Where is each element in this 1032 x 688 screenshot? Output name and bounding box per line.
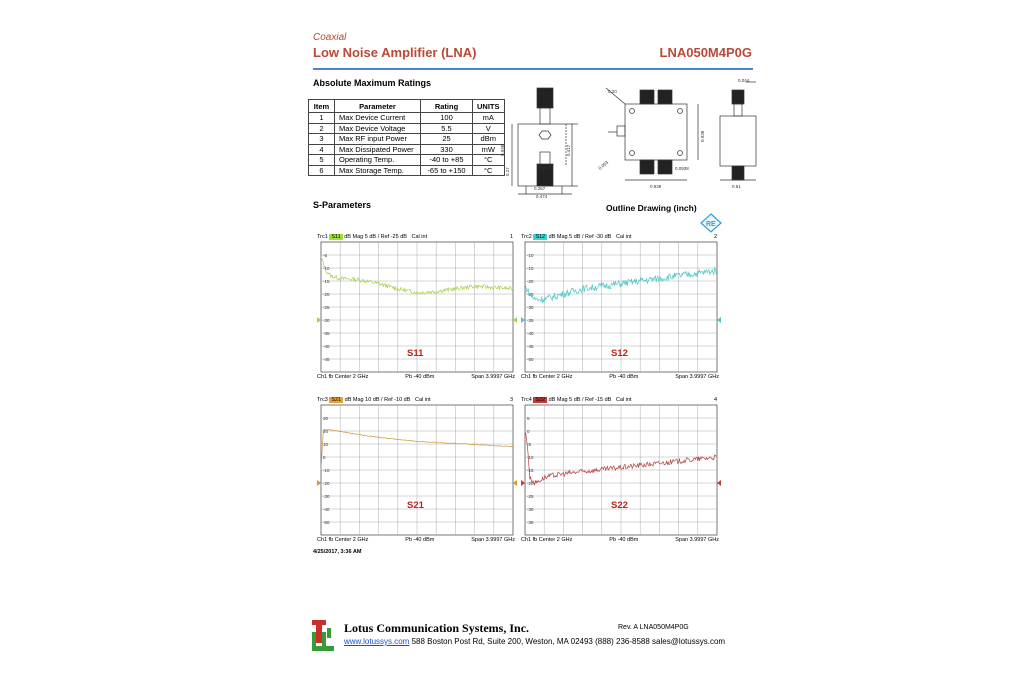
- header-rule: [313, 68, 753, 70]
- cell-units: °C: [473, 165, 505, 176]
- y-tick-label: -10: [527, 253, 534, 258]
- s12-ch: Ch1 fb Center 2 GHz: [521, 374, 573, 380]
- cell-units: dBm: [473, 134, 505, 145]
- s11-cal: Cal int: [411, 234, 428, 240]
- cell-rating: 330: [421, 144, 473, 155]
- dim-d: 0.27: [505, 167, 510, 176]
- col-item: Item: [309, 100, 335, 113]
- y-tick-label: -40: [527, 331, 534, 336]
- cell-item: 1: [309, 113, 335, 124]
- y-tick-label: -40: [323, 507, 330, 512]
- doc-subtitle: Coaxial: [313, 32, 347, 43]
- revision: Rev. A LNA050M4P0G: [618, 624, 689, 631]
- s21-header: [317, 397, 431, 403]
- svg-text:RE: RE: [706, 221, 716, 228]
- s21-footer: [317, 537, 515, 543]
- dim-c: 0.938: [500, 144, 505, 156]
- y-tick-label: -10: [527, 455, 534, 460]
- cell-units: mW: [473, 144, 505, 155]
- ref-marker: [717, 480, 721, 486]
- cell-item: 6: [309, 165, 335, 176]
- s12-trc: Trc2: [521, 234, 532, 240]
- y-tick-label: -50: [323, 520, 330, 525]
- cell-parameter: Max Device Voltage: [335, 123, 421, 134]
- s11-trc: Trc1: [317, 234, 328, 240]
- s21-num: 3: [510, 397, 514, 403]
- s11-num: 1: [510, 234, 514, 240]
- dim-l: 0.938: [700, 130, 705, 142]
- s22-header: [521, 397, 632, 403]
- cell-rating: 100: [421, 113, 473, 124]
- y-tick-label: -20: [323, 292, 330, 297]
- y-tick-label: -45: [323, 357, 330, 362]
- table-row: [309, 113, 505, 124]
- housing-end-view: [720, 116, 756, 166]
- cell-item: 3: [309, 134, 335, 145]
- s11-scale: dB Mag 5 dB / Ref -25 dB: [344, 234, 407, 240]
- cell-item: 5: [309, 155, 335, 166]
- s22-span: Span 3.9997 GHz: [675, 537, 719, 543]
- y-tick-label: -25: [527, 292, 534, 297]
- s11-label: S11: [407, 348, 424, 359]
- s12-header: [521, 234, 632, 240]
- s22-chip: S22: [535, 397, 546, 403]
- s21-plot: [315, 396, 517, 546]
- s11-chip: S11: [331, 234, 341, 240]
- s12-cal: Cal int: [615, 234, 632, 240]
- panel-s12: [519, 233, 721, 383]
- y-tick-label: -5: [323, 253, 328, 258]
- table-row: [309, 144, 505, 155]
- dim-f: 0.267: [534, 186, 546, 191]
- s21-ch: Ch1 fb Center 2 GHz: [317, 537, 369, 543]
- dim-k: 0.61: [732, 184, 741, 189]
- panel-s21: [315, 396, 517, 546]
- y-tick-label: -30: [527, 507, 534, 512]
- s12-span: Span 3.9997 GHz: [675, 374, 719, 380]
- y-tick-label: -5: [527, 442, 532, 447]
- y-tick-label: -35: [323, 331, 330, 336]
- y-tick-label: -35: [527, 520, 534, 525]
- dim-b: 0.044: [738, 78, 750, 83]
- y-tick-label: 30: [323, 416, 329, 421]
- s11-ch: Ch1 fb Center 2 GHz: [317, 374, 369, 380]
- y-tick-label: 0: [323, 455, 326, 460]
- col-parameter: Parameter: [335, 100, 421, 113]
- col-rating: Rating: [421, 100, 473, 113]
- s12-footer: [521, 374, 719, 380]
- y-tick-label: 5: [527, 416, 530, 421]
- ref-marker-left: [317, 480, 321, 486]
- connector-bottom: [537, 164, 553, 186]
- ratings-table: [308, 99, 505, 176]
- cell-rating: 25: [421, 134, 473, 145]
- cell-units: °C: [473, 155, 505, 166]
- timestamp: 4/25/2017, 3:36 AM: [313, 549, 362, 555]
- dim-j: 0.0938: [675, 166, 689, 171]
- s21-trc: Trc3: [317, 397, 328, 403]
- y-tick-label: -25: [323, 305, 330, 310]
- dim-h: 0.938: [650, 184, 662, 189]
- ref-marker: [513, 480, 517, 486]
- outline-caption: Outline Drawing (inch): [606, 203, 697, 213]
- footer-address: [344, 637, 725, 646]
- y-tick-label: -30: [323, 494, 330, 499]
- company-name: Lotus Communication Systems, Inc.: [344, 621, 530, 635]
- lotus-logo-icon: [312, 620, 334, 652]
- address-text: 588 Boston Post Rd, Suite 200, Weston, MA 02493 (888) 236-8588 sales@lotussys.com: [409, 637, 726, 646]
- cell-item: 2: [309, 123, 335, 134]
- y-tick-label: 0: [527, 429, 530, 434]
- cell-parameter: Max RF input Power: [335, 134, 421, 145]
- s21-label: S21: [407, 500, 424, 511]
- s12-scale: dB Mag 5 dB / Ref -30 dB: [548, 234, 612, 240]
- y-tick-label: 10: [323, 442, 329, 447]
- table-row: [309, 155, 505, 166]
- table-row: [309, 165, 505, 176]
- y-tick-label: -25: [527, 494, 534, 499]
- cell-parameter: Max Device Current: [335, 113, 421, 124]
- s12-pb: Pb -40 dBm: [609, 374, 639, 380]
- ratings-heading: Absolute Maximum Ratings: [313, 78, 432, 88]
- s12-chip: S12: [535, 234, 546, 240]
- s22-cal: Cal int: [615, 397, 632, 403]
- dim-i: 0.063: [597, 159, 610, 171]
- s22-footer: [521, 537, 719, 543]
- s21-span: Span 3.9997 GHz: [471, 537, 515, 543]
- y-tick-label: -10: [323, 468, 330, 473]
- dim-g: 0.474: [536, 194, 548, 199]
- part-number: LNA050M4P0G: [659, 45, 752, 60]
- y-tick-label: -50: [527, 357, 534, 362]
- s22-label: S22: [611, 500, 628, 511]
- s22-pb: Pb -40 dBm: [609, 537, 639, 543]
- s22-ch: Ch1 fb Center 2 GHz: [521, 537, 573, 543]
- table-header-row: [309, 100, 505, 113]
- table-row: [309, 123, 505, 134]
- connector-neck-top: [540, 108, 550, 124]
- s22-scale: dB Mag 5 dB / Ref -15 dB: [548, 397, 612, 403]
- dc-feed: [617, 126, 625, 136]
- y-tick-label: -15: [323, 279, 330, 284]
- dim-e: 0.417: [566, 144, 571, 156]
- y-tick-label: -20: [323, 481, 330, 486]
- y-tick-label: -20: [527, 279, 534, 284]
- y-tick-label: -15: [527, 266, 534, 271]
- y-tick-label: -30: [527, 305, 534, 310]
- outline-drawing: [500, 76, 762, 200]
- doc-title: Low Noise Amplifier (LNA): [313, 45, 477, 60]
- s22-trc: Trc4: [521, 397, 532, 403]
- cell-parameter: Max Dissipated Power: [335, 144, 421, 155]
- s11-pb: Pb -40 dBm: [405, 374, 435, 380]
- dim-a: 0.20: [608, 89, 617, 94]
- s21-scale: dB Mag 10 dB / Ref -10 dB: [344, 397, 411, 403]
- ref-marker-left: [317, 317, 321, 323]
- panel-s22: [519, 396, 721, 546]
- cell-parameter: Operating Temp.: [335, 155, 421, 166]
- s12-plot: [519, 233, 721, 383]
- ref-marker: [717, 317, 721, 323]
- table-row: [309, 134, 505, 145]
- y-tick-label: -20: [527, 481, 534, 486]
- cell-rating: -65 to +150: [421, 165, 473, 176]
- y-tick-label: 20: [323, 429, 329, 434]
- s22-num: 4: [714, 397, 718, 403]
- y-tick-label: -40: [323, 344, 330, 349]
- rohs-icon: [700, 213, 722, 233]
- cell-units: V: [473, 123, 505, 134]
- sparams-heading: S-Parameters: [313, 200, 372, 210]
- s12-label: S12: [611, 348, 628, 359]
- cell-item: 4: [309, 144, 335, 155]
- s11-span: Span 3.9997 GHz: [471, 374, 515, 380]
- y-tick-label: -15: [527, 468, 534, 473]
- cell-rating: -40 to +85: [421, 155, 473, 166]
- s21-pb: Pb -40 dBm: [405, 537, 435, 543]
- ref-marker-left: [521, 317, 525, 323]
- s11-header: [317, 234, 427, 240]
- ref-marker-left: [521, 480, 525, 486]
- col-units: UNITS: [473, 100, 505, 113]
- cell-rating: 5.5: [421, 123, 473, 134]
- s11-plot: [315, 233, 517, 383]
- y-tick-label: -45: [527, 344, 534, 349]
- s21-cal: Cal int: [414, 397, 431, 403]
- connector-top: [537, 88, 553, 108]
- website-link[interactable]: www.lotussys.com: [344, 637, 410, 646]
- y-tick-label: -10: [323, 266, 330, 271]
- s21-chip: S21: [331, 397, 342, 403]
- y-tick-label: -35: [527, 318, 534, 323]
- ref-marker: [513, 317, 517, 323]
- s11-footer: [317, 374, 515, 380]
- panel-s11: [315, 233, 517, 383]
- y-tick-label: -30: [323, 318, 330, 323]
- cell-parameter: Max Storage Temp.: [335, 165, 421, 176]
- s22-plot: [519, 396, 721, 546]
- cell-units: mA: [473, 113, 505, 124]
- dc-pin: [539, 131, 551, 139]
- s12-num: 2: [714, 234, 718, 240]
